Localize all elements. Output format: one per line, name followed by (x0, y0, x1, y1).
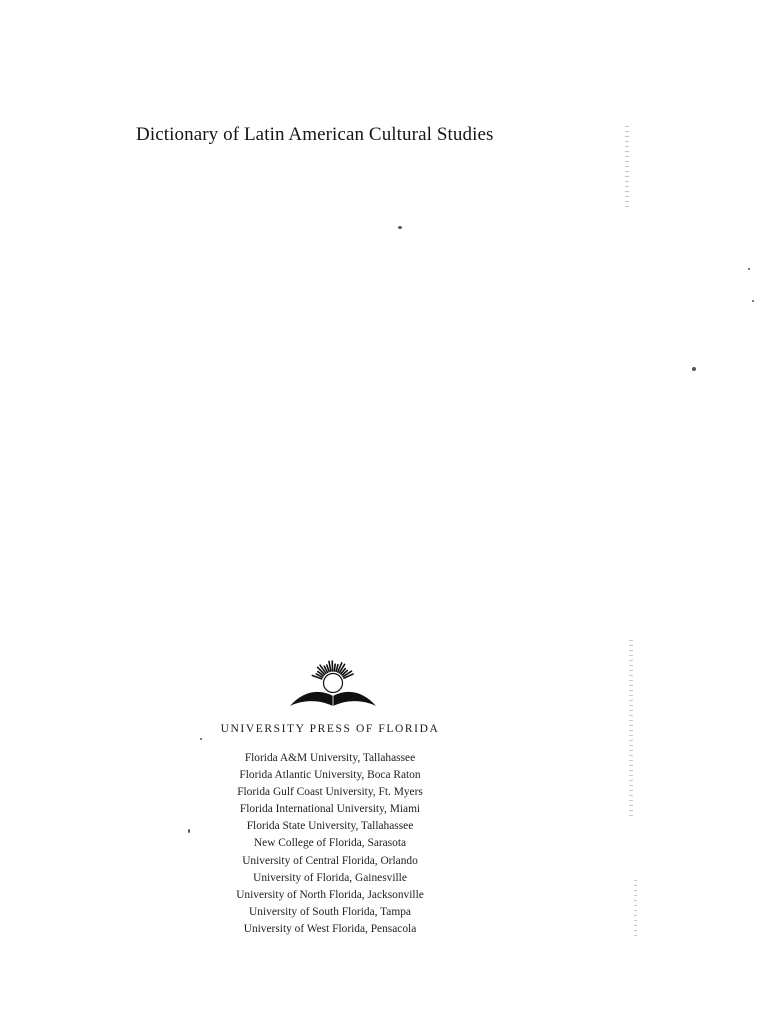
member-university-item: Florida International University, Miami (239, 803, 421, 816)
member-university-item: Florida State University, Tallahassee (246, 820, 414, 833)
scan-speck (200, 738, 202, 740)
scan-edge-noise (634, 880, 637, 940)
sun-ray (334, 664, 335, 671)
scan-speck (748, 268, 750, 270)
scan-speck (398, 226, 402, 229)
member-university-item: Florida A&M University, Tallahassee (244, 752, 416, 764)
sun-over-open-book-icon (288, 656, 378, 710)
member-universities-list (0, 750, 660, 938)
member-university-item: University of South Florida, Tampa (249, 905, 411, 918)
member-university-item: Florida Gulf Coast University, Ft. Myers (237, 786, 423, 799)
member-university-item: University of Florida, Gainesville (253, 871, 407, 884)
publisher-name: UNIVERSITY PRESS OF FLORIDA (220, 723, 440, 735)
scan-edge-noise (625, 126, 629, 211)
member-university-item: University of North Florida, Jacksonville (236, 888, 424, 901)
member-university-item: New College of Florida, Sarasota (253, 837, 407, 850)
scan-speck (752, 300, 754, 302)
book-title: Dictionary of Latin American Cultural Studies (136, 124, 494, 145)
scan-speck (692, 367, 696, 371)
scan-edge-noise (629, 640, 633, 820)
member-university-item: Florida Atlantic University, Boca Raton (239, 769, 421, 782)
member-university-item: University of West Florida, Pensacola (243, 922, 417, 935)
scan-speck (188, 829, 190, 833)
member-university-item: University of Central Florida, Orlando (242, 854, 418, 867)
